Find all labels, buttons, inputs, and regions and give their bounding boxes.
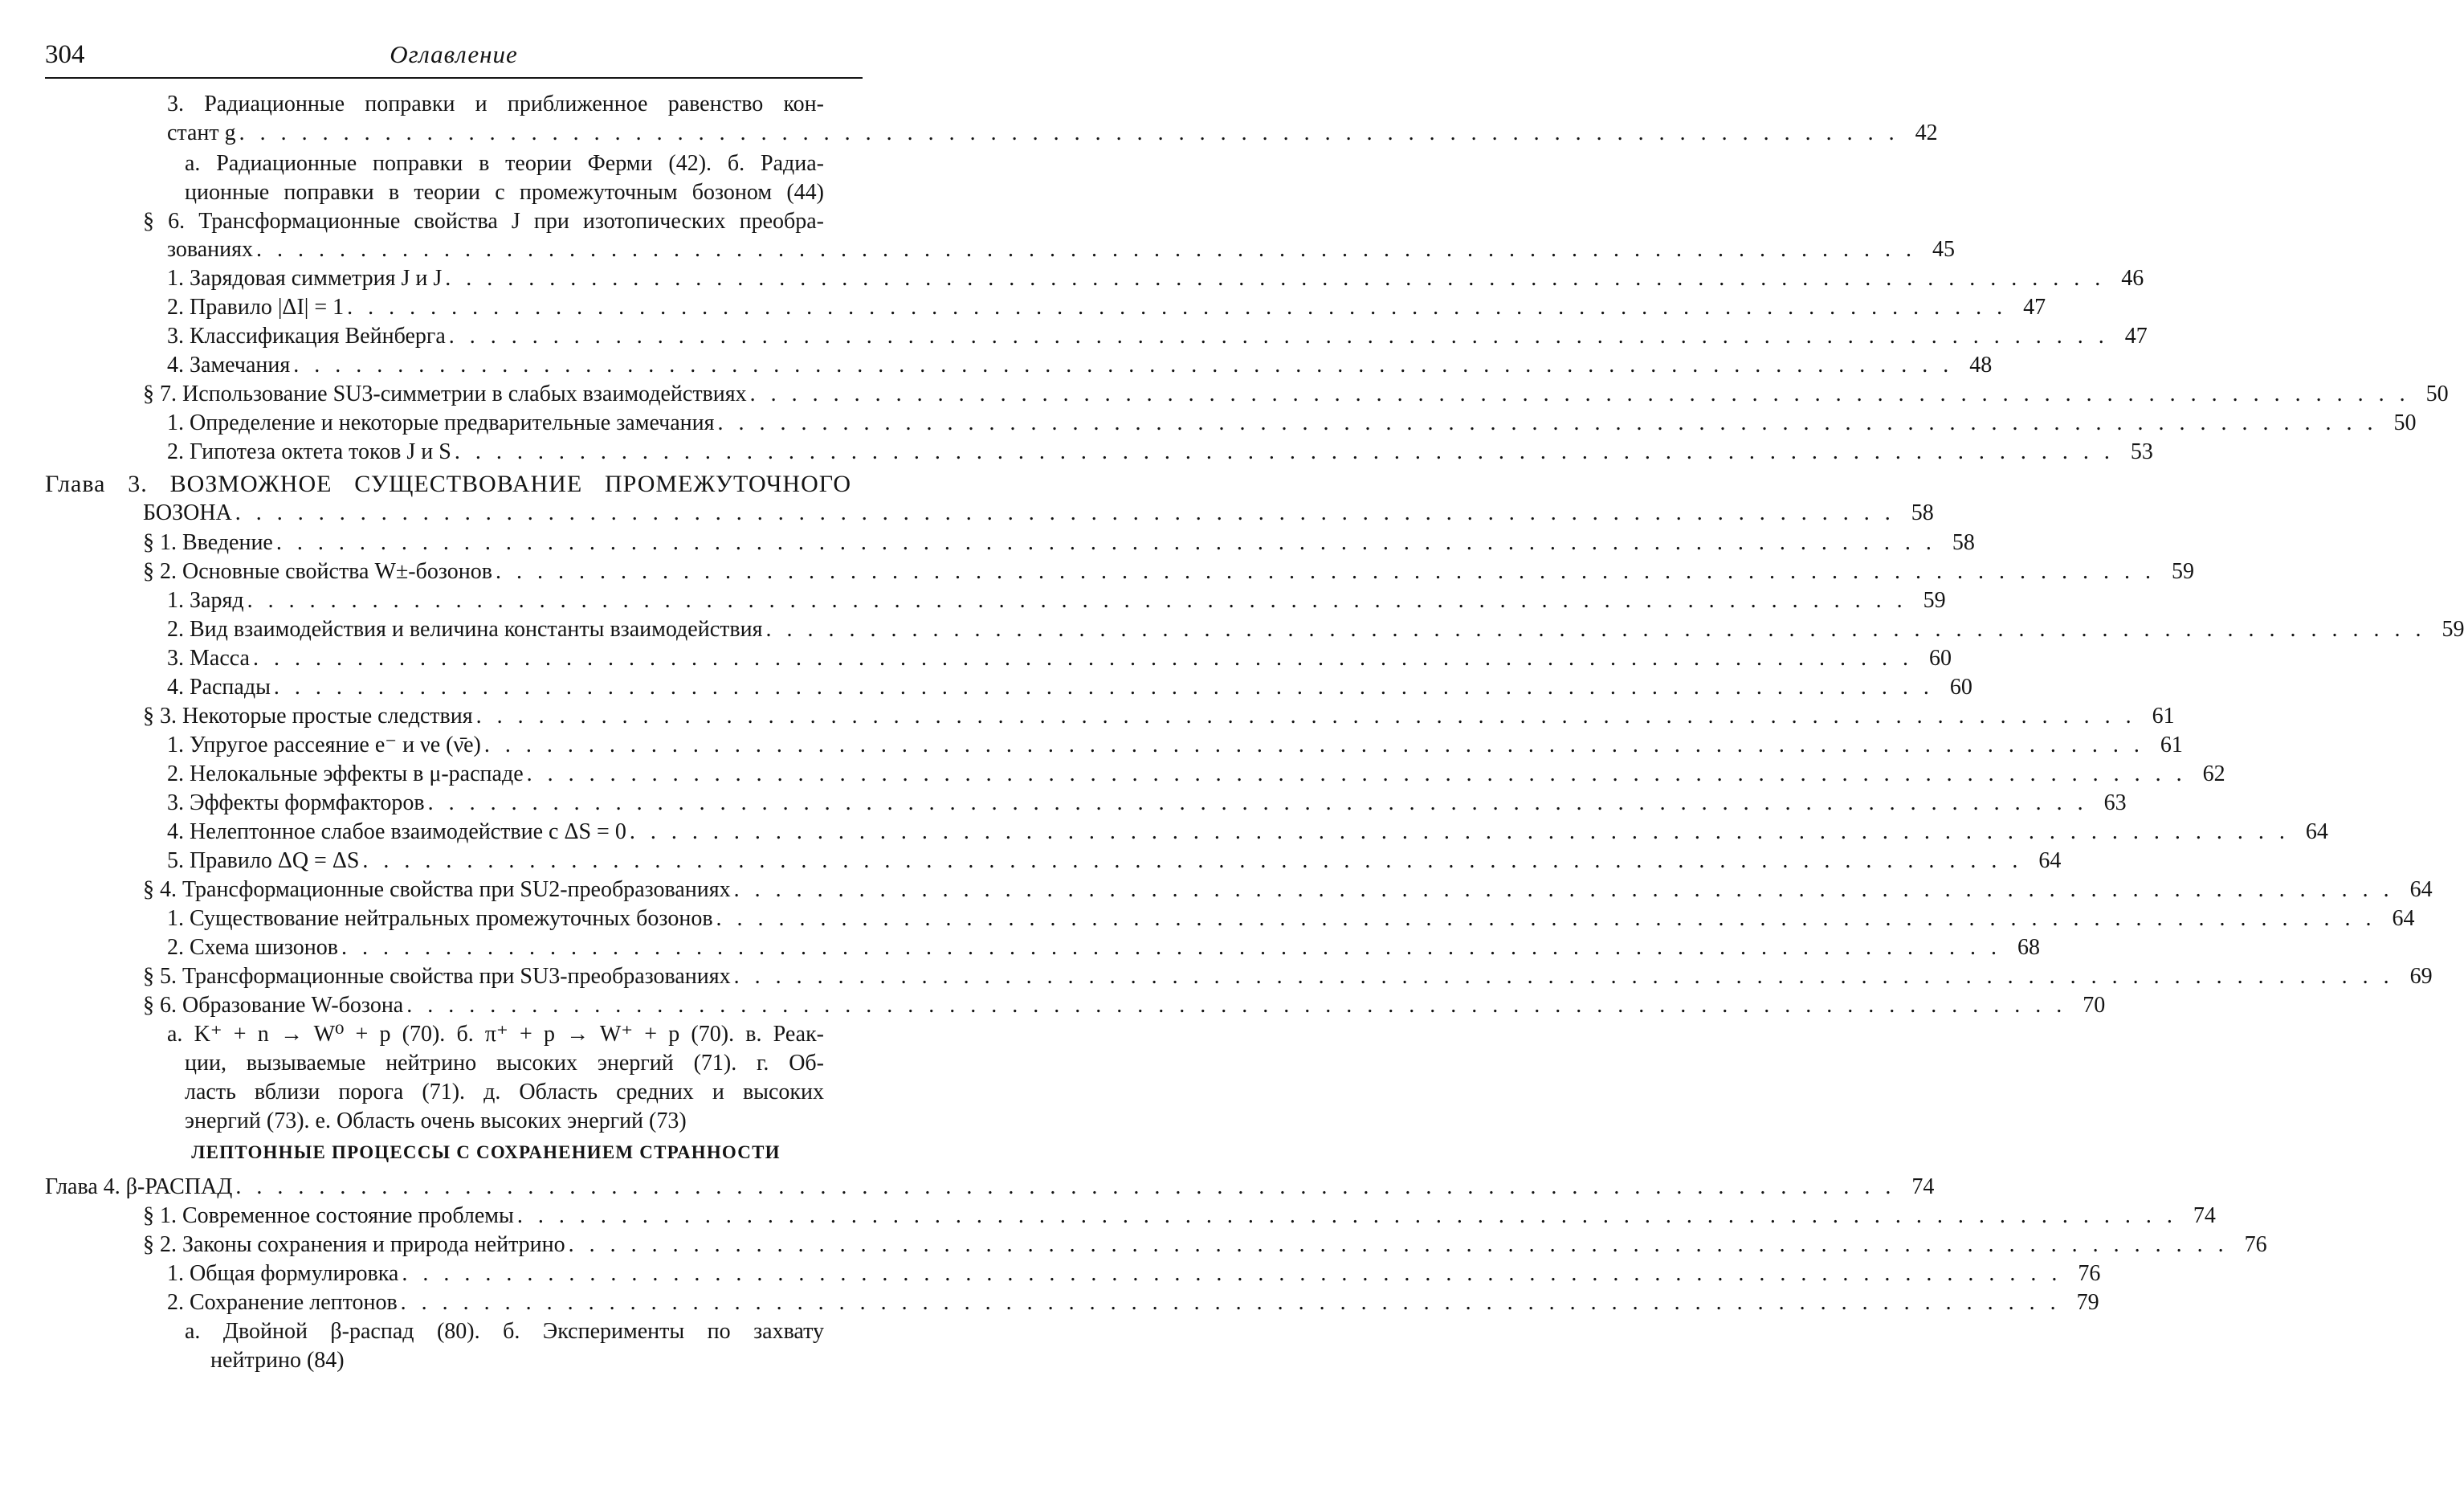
dot-leader: . . . . . . . . . . . . . . . . . . . . . . . . . . . . . . . . . . . . . . . . . . . . . . . . . . . . . . . . . . . . . . . . . . . . . . . . . . . . . . . .: [733, 964, 2394, 989]
page-number: 304: [45, 40, 85, 69]
dot-leader: . . . . . . . . . . . . . . . . . . . . . . . . . . . . . . . . . . . . . . . . . . . . . . . . . . . . . . . . . . . . . . . . . . . . . . . . . . . . . . . .: [252, 646, 1913, 671]
toc-entry-label: 2. Сохранение лептонов: [167, 1290, 398, 1315]
dot-leader: . . . . . . . . . . . . . . . . . . . . . . . . . . . . . . . . . . . . . . . . . . . . . . . . . . . . . . . . . . . . . . . . . . . . . . . . . . . . . . . .: [273, 675, 1934, 700]
toc-entry-label: 2. Схема шизонов: [167, 935, 339, 960]
toc-page-number: 69: [2409, 964, 2433, 989]
toc-page-number: 45: [1932, 237, 1956, 262]
toc-entry-label: § 2. Основные свойства W±-бозонов: [143, 559, 492, 584]
dot-leader: . . . . . . . . . . . . . . . . . . . . . . . . . . . . . . . . . . . . . . . . . . . . . . . . . . . . . . . . . . . . . . . . . . . . . . . . . . . . . . . .: [733, 877, 2394, 902]
toc-page-number: 48: [1969, 353, 1993, 378]
toc-entry-24: [167, 760, 2225, 789]
subtopic-line: а. K⁺ + n → W⁰ + p (70). б. π⁺ + p → W⁺ + p (70). в. Реак-: [167, 1022, 824, 1047]
toc-entry-42: [167, 1288, 2099, 1317]
dot-leader: . . . . . . . . . . . . . . . . . . . . . . . . . . . . . . . . . . . . . . . . . . . . . . . . . . . . . . . . . . . . . . . . . . . . . . . . . . . . . . . .: [448, 324, 2109, 349]
toc-entry-label: 3. Масса: [167, 646, 250, 671]
subtopic-line: ционные поправки в теории с промежуточным бозоном (44): [185, 180, 824, 205]
toc-entry-label: 2. Вид взаимодействия и величина константы взаимодействия: [167, 617, 763, 642]
running-title: Оглавление: [390, 40, 518, 68]
toc-page-number: 47: [2023, 295, 2046, 320]
dot-leader: . . . . . . . . . . . . . . . . . . . . . . . . . . . . . . . . . . . . . . . . . . . . . . . . . . . . . . . . . . . . . . . . . . . . . . . . . . . . . . . .: [629, 819, 2290, 844]
toc-page-number: 64: [2305, 819, 2328, 844]
toc-page-number: 58: [1952, 530, 1975, 555]
toc-entry-15: [143, 499, 1934, 528]
toc-entry-label: 2. Нелокальные эффекты в μ-распаде: [167, 761, 524, 786]
toc-entry-label: 1. Упругое рассеяние e⁻ и νe (ν̄e): [167, 733, 481, 757]
toc-entry-label: 3. Классификация Вейнберга: [167, 324, 446, 349]
toc-entry-label: § 2. Законы сохранения и природа нейтрино: [143, 1232, 565, 1257]
toc-page-number: 42: [1915, 120, 1938, 145]
dot-leader: . . . . . . . . . . . . . . . . . . . . . . . . . . . . . . . . . . . . . . . . . . . . . . . . . . . . . . . . . . . . . . . . . . . . . . . . . . . . . . . .: [568, 1232, 2229, 1257]
chapter-title-line: Глава 3. ВОЗМОЖНОЕ СУЩЕСТВОВАНИЕ ПРОМЕЖУТОЧНОГО: [45, 471, 851, 497]
toc-page-number: 76: [2244, 1232, 2267, 1257]
dot-leader: . . . . . . . . . . . . . . . . . . . . . . . . . . . . . . . . . . . . . . . . . . . . . . . . . . . . . . . . . . . . . . . . . . . . . . . . . . . . . . . .: [406, 993, 2067, 1018]
toc-entry-31: [143, 962, 2433, 991]
toc-entry-8: [167, 293, 2046, 322]
toc-entry-11: [143, 380, 2449, 409]
subtopic-line: ции, вызываемые нейтрино высоких энергий (71). г. Об-: [185, 1051, 824, 1076]
dot-leader: . . . . . . . . . . . . . . . . . . . . . . . . . . . . . . . . . . . . . . . . . . . . . . . . . . . . . . . . . . . . . . . . . . . . . . . . . . . . . . . .: [765, 617, 2426, 642]
toc-entry-label: зованиях: [167, 237, 254, 262]
toc-page-number: 46: [2121, 266, 2144, 291]
part-heading: ЛЕПТОННЫЕ ПРОЦЕССЫ С СОХРАНЕНИЕМ СТРАННОСТИ: [191, 1142, 781, 1162]
toc-page-number: 59: [2171, 559, 2194, 584]
toc-entry-label: 1. Существование нейтральных промежуточных бозонов: [167, 906, 713, 931]
toc-entry-23: [167, 731, 2183, 760]
subtopic-line: энергий (73). е. Область очень высоких энергий (73): [185, 1108, 687, 1133]
toc-entry-30: [167, 933, 2041, 962]
toc-entry-6: [167, 235, 1956, 264]
toc-entry-18: [167, 586, 1946, 615]
toc-page-number: 47: [2124, 324, 2148, 349]
toc-page-number: 50: [2425, 382, 2449, 406]
toc-entry-label: § 1. Современное состояние проблемы: [143, 1203, 514, 1228]
toc-entry-label: 1. Заряд: [167, 588, 244, 613]
toc-page-number: 64: [2038, 848, 2062, 873]
toc-entry-27: [167, 847, 2062, 876]
toc-page-number: 63: [2103, 790, 2127, 815]
toc-entry-22: [143, 702, 2175, 731]
toc-entry-25: [167, 789, 2127, 818]
toc-page-number: 59: [2442, 617, 2464, 642]
toc-entry-20: [167, 644, 1952, 673]
subtopic-line: а. Радиационные поправки в теории Ферми (42). б. Радиа-: [185, 151, 824, 176]
dot-leader: . . . . . . . . . . . . . . . . . . . . . . . . . . . . . . . . . . . . . . . . . . . . . . . . . . . . . . . . . . . . . . . . . . . . . . . . . . . . . . . .: [256, 237, 1917, 262]
dot-leader: . . . . . . . . . . . . . . . . . . . . . . . . . . . . . . . . . . . . . . . . . . . . . . . . . . . . . . . . . . . . . . . . . . . . . . . . . . . . . . . .: [235, 500, 1895, 525]
dot-leader: . . . . . . . . . . . . . . . . . . . . . . . . . . . . . . . . . . . . . . . . . . . . . . . . . . . . . . . . . . . . . . . . . . . . . . . . . . . . . . . .: [475, 704, 2136, 729]
toc-page-number: 68: [2017, 935, 2041, 960]
toc-entry-label: § 4. Трансформационные свойства при SU2-преобразованиях: [143, 877, 731, 902]
dot-leader: . . . . . . . . . . . . . . . . . . . . . . . . . . . . . . . . . . . . . . . . . . . . . . . . . . . . . . . . . . . . . . . . . . . . . . . . . . . . . . . .: [427, 790, 2088, 815]
toc-page-number: 79: [2076, 1290, 2099, 1315]
running-head: [45, 39, 863, 72]
dot-leader: . . . . . . . . . . . . . . . . . . . . . . . . . . . . . . . . . . . . . . . . . . . . . . . . . . . . . . . . . . . . . . . . . . . . . . . . . . . . . . . .: [526, 761, 2187, 786]
toc-entry-2: [167, 119, 1938, 148]
dot-leader: . . . . . . . . . . . . . . . . . . . . . . . . . . . . . . . . . . . . . . . . . . . . . . . . . . . . . . . . . . . . . . . . . . . . . . . . . . . . . . . .: [362, 848, 2023, 873]
toc-entry-label: 3. Эффекты формфакторов: [167, 790, 425, 815]
toc-entry-label: 4. Нелептонное слабое взаимодействие с ΔS = 0: [167, 819, 626, 844]
toc-entry-label: 1. Определение и некоторые предварительные замечания: [167, 410, 715, 435]
toc-entry-9: [167, 322, 2148, 351]
header-rule: [45, 77, 863, 79]
toc-page-number: 61: [2160, 733, 2183, 757]
dot-leader: . . . . . . . . . . . . . . . . . . . . . . . . . . . . . . . . . . . . . . . . . . . . . . . . . . . . . . . . . . . . . . . . . . . . . . . . . . . . . . . .: [275, 530, 1936, 555]
toc-page-number: 50: [2393, 410, 2417, 435]
toc-entry-label: стант g: [167, 120, 236, 145]
toc-entry-28: [143, 876, 2433, 904]
toc-page-number: 76: [2078, 1261, 2101, 1286]
toc-page-number: 53: [2130, 439, 2153, 464]
dot-leader: . . . . . . . . . . . . . . . . . . . . . . . . . . . . . . . . . . . . . . . . . . . . . . . . . . . . . . . . . . . . . . . . . . . . . . . . . . . . . . . .: [402, 1261, 2062, 1286]
toc-entry-12: [167, 409, 2417, 438]
toc-entry-label: 4. Замечания: [167, 353, 291, 378]
toc-page-number: 62: [2202, 761, 2225, 786]
toc-page-number: 70: [2083, 993, 2106, 1018]
subtopic-line: нейтрино (84): [210, 1348, 345, 1373]
dot-leader: . . . . . . . . . . . . . . . . . . . . . . . . . . . . . . . . . . . . . . . . . . . . . . . . . . . . . . . . . . . . . . . . . . . . . . . . . . . . . . . .: [749, 382, 2410, 406]
toc-entry-21: [167, 673, 1972, 702]
toc-entry-7: [167, 264, 2144, 293]
toc-entry-16: [143, 529, 1975, 557]
toc-entry-13: [167, 438, 2153, 467]
toc-entry-19: [167, 615, 2464, 644]
toc-page-number: 64: [2409, 877, 2433, 902]
toc-entry-label: § 6. Образование W-бозона: [143, 993, 404, 1018]
toc-entry-17: [143, 557, 2194, 586]
dot-leader: . . . . . . . . . . . . . . . . . . . . . . . . . . . . . . . . . . . . . . . . . . . . . . . . . . . . . . . . . . . . . . . . . . . . . . . . . . . . . . . .: [239, 120, 1899, 145]
dot-leader: . . . . . . . . . . . . . . . . . . . . . . . . . . . . . . . . . . . . . . . . . . . . . . . . . . . . . . . . . . . . . . . . . . . . . . . . . . . . . . . .: [247, 588, 1907, 613]
toc-page-number: 64: [2392, 906, 2415, 931]
dot-leader: . . . . . . . . . . . . . . . . . . . . . . . . . . . . . . . . . . . . . . . . . . . . . . . . . . . . . . . . . . . . . . . . . . . . . . . . . . . . . . . .: [400, 1290, 2061, 1315]
toc-entry-label: § 1. Введение: [143, 530, 273, 555]
dot-leader: . . . . . . . . . . . . . . . . . . . . . . . . . . . . . . . . . . . . . . . . . . . . . . . . . . . . . . . . . . . . . . . . . . . . . . . . . . . . . . . .: [483, 733, 2144, 757]
toc-entry-label: § 7. Использование SU3-симметрии в слабых взаимодействиях: [143, 382, 747, 406]
toc-page-number: 61: [2152, 704, 2175, 729]
toc-entry-10: [167, 351, 1993, 380]
subtopic-line: ласть вблизи порога (71). д. Область средних и высоких: [185, 1080, 824, 1104]
toc-entry-38: [45, 1173, 1935, 1202]
toc-entry-label: 2. Правило |ΔI| = 1: [167, 295, 345, 320]
dot-leader: . . . . . . . . . . . . . . . . . . . . . . . . . . . . . . . . . . . . . . . . . . . . . . . . . . . . . . . . . . . . . . . . . . . . . . . . . . . . . . . .: [341, 935, 2002, 960]
toc-page-number: 60: [1928, 646, 1952, 671]
toc-entry-41: [167, 1259, 2101, 1288]
dot-leader: . . . . . . . . . . . . . . . . . . . . . . . . . . . . . . . . . . . . . . . . . . . . . . . . . . . . . . . . . . . . . . . . . . . . . . . . . . . . . . . .: [495, 559, 2156, 584]
toc-page-number: 74: [1911, 1174, 1935, 1199]
toc-entry-32: [143, 991, 2106, 1020]
subtopic-line: а. Двойной β-распад (80). б. Эксперименты по захвату: [185, 1319, 824, 1344]
toc-entry-39: [143, 1202, 2216, 1231]
toc-page-number: 58: [1911, 500, 1934, 525]
toc-entry-label: БОЗОНА: [143, 500, 232, 525]
toc-entry-label: § 3. Некоторые простые следствия: [143, 704, 473, 729]
toc-continued-line: § 6. Трансформационные свойства J при изотопических преобра-: [143, 209, 824, 234]
dot-leader: . . . . . . . . . . . . . . . . . . . . . . . . . . . . . . . . . . . . . . . . . . . . . . . . . . . . . . . . . . . . . . . . . . . . . . . . . . . . . . . .: [445, 266, 2106, 291]
dot-leader: . . . . . . . . . . . . . . . . . . . . . . . . . . . . . . . . . . . . . . . . . . . . . . . . . . . . . . . . . . . . . . . . . . . . . . . . . . . . . . . .: [235, 1174, 1896, 1199]
toc-entry-label: 4. Распады: [167, 675, 271, 700]
toc-entry-label: § 5. Трансформационные свойства при SU3-преобразованиях: [143, 964, 731, 989]
dot-leader: . . . . . . . . . . . . . . . . . . . . . . . . . . . . . . . . . . . . . . . . . . . . . . . . . . . . . . . . . . . . . . . . . . . . . . . . . . . . . . . .: [516, 1203, 2177, 1228]
dot-leader: . . . . . . . . . . . . . . . . . . . . . . . . . . . . . . . . . . . . . . . . . . . . . . . . . . . . . . . . . . . . . . . . . . . . . . . . . . . . . . . .: [293, 353, 1954, 378]
toc-entry-29: [167, 904, 2415, 933]
toc-entry-40: [143, 1231, 2267, 1259]
toc-entry-label: 1. Зарядовая симметрия J и J: [167, 266, 443, 291]
dot-leader: . . . . . . . . . . . . . . . . . . . . . . . . . . . . . . . . . . . . . . . . . . . . . . . . . . . . . . . . . . . . . . . . . . . . . . . . . . . . . . . .: [454, 439, 2115, 464]
toc-page-number: 59: [1923, 588, 1946, 613]
toc-page-number: 60: [1949, 675, 1972, 700]
dot-leader: . . . . . . . . . . . . . . . . . . . . . . . . . . . . . . . . . . . . . . . . . . . . . . . . . . . . . . . . . . . . . . . . . . . . . . . . . . . . . . . .: [717, 410, 2378, 435]
dot-leader: . . . . . . . . . . . . . . . . . . . . . . . . . . . . . . . . . . . . . . . . . . . . . . . . . . . . . . . . . . . . . . . . . . . . . . . . . . . . . . . .: [716, 906, 2376, 931]
toc-entry-label: Глава 4. β-РАСПАД: [45, 1174, 233, 1199]
dot-leader: . . . . . . . . . . . . . . . . . . . . . . . . . . . . . . . . . . . . . . . . . . . . . . . . . . . . . . . . . . . . . . . . . . . . . . . . . . . . . . . .: [347, 295, 2008, 320]
toc-entry-26: [167, 818, 2328, 847]
toc-entry-label: 1. Общая формулировка: [167, 1261, 399, 1286]
toc-entry-label: 5. Правило ΔQ = ΔS: [167, 848, 360, 873]
toc-continued-line: 3. Радиационные поправки и приближенное равенство кон-: [167, 92, 824, 116]
toc-page-number: 74: [2193, 1203, 2216, 1228]
toc-entry-label: 2. Гипотеза октета токов J и S: [167, 439, 451, 464]
